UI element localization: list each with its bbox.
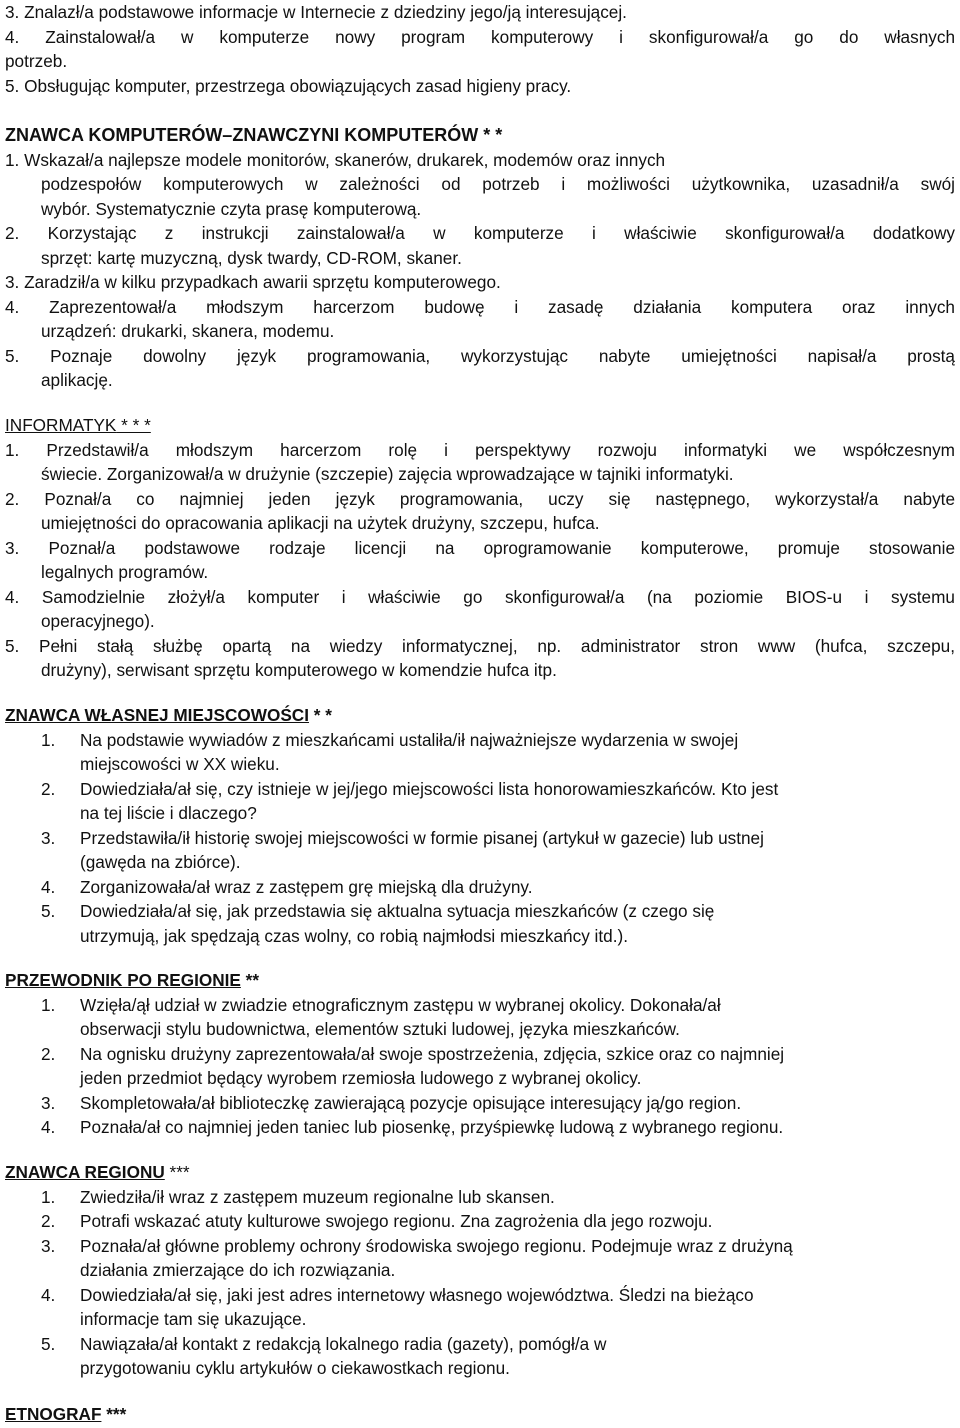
intro-item-5: 5. Obsługując komputer, przestrzega obowiązujących zasad higieny pracy. [5,76,572,96]
intro-item-4-cont: potrzeb. [5,51,68,71]
s2-line: umiejętności do opracowania aplikacji na użytek drużyny, szczepu, hufca. [41,513,600,533]
list-number: 5. [41,901,56,921]
list-item: działania zmierzające do ich rozwiązania. [80,1260,396,1280]
section-title-przewodnik [5,968,955,992]
section-title-text: ZNAWCA REGIONU [5,1162,165,1182]
list-item: Na podstawie wywiadów z mieszkańcami ustaliła/ił najważniejsze wydarzenia w swojej [80,730,739,750]
s1-line: 2. Korzystając z instrukcji zainstalował/a w komputerze i właściwie skonfigurował/a dodatkowy [5,223,955,243]
list-item: Zorganizowała/ał wraz z zastępem grę miejską dla drużyny. [80,877,533,897]
list-number: 2. [41,1211,56,1231]
list-number: 1. [41,1187,56,1207]
list-number: 3. [41,828,56,848]
section-stars: *** [101,1404,127,1424]
list-item: Skompletowała/ał biblioteczkę zawierającą pozycje opisujące interesujący ją/go region. [80,1093,742,1113]
list-item: Poznała/ał co najmniej jeden taniec lub piosenkę, przyśpiewkę ludową z wybranego regionu. [80,1117,784,1137]
section-stars: * * [308,705,332,725]
list-item: utrzymują, jak spędzają czas wolny, co robią najmłodsi mieszkańcy itd.). [80,926,628,946]
list-item: (gawęda na zbiórce). [80,852,241,872]
section-title-znawca-miejscowosci [5,703,955,727]
section-title-informatyk [5,413,955,437]
s1-line: sprzęt: kartę muzyczną, dysk twardy, CD-ROM, skaner. [41,248,462,268]
s2-line: 5. Pełni stałą służbę opartą na wiedzy informatycznej, np. administrator stron www (hufca, szczepu, [5,636,955,656]
s2-line: 2. Poznał/a co najmniej jeden język programowania, uczy się następnego, wykorzystał/a nabyte [5,489,955,509]
s1-line: 5. Poznaje dowolny język programowania, wykorzystując nabyte umiejętności napisał/a prostą [5,346,955,366]
section-title-etnograf [5,1402,955,1426]
s1-line: aplikację. [41,370,113,390]
section-stars: ** [240,970,260,990]
list-number: 3. [41,1093,56,1113]
list-item: informacje tam się ukazujące. [80,1309,307,1329]
s1-line: podzespołów komputerowych w zależności od potrzeb i możliwości użytkownika, uzasadnił/a swój [41,174,955,194]
list-number: 4. [41,1117,56,1137]
s1-line: 1. Wskazał/a najlepsze modele monitorów, skanerów, drukarek, modemów oraz innych [5,150,666,170]
list-item: Dowiedziała/ał się, jak przedstawia się aktualna sytuacja mieszkańców (z czego się [80,901,715,921]
list-item: Dowiedziała/ał się, czy istnieje w jej/jego miejscowości lista honorowamieszkańców. Kto jest [80,779,779,799]
list-item: miejscowości w XX wieku. [80,754,280,774]
list-item: Poznała/ał główne problemy ochrony środowiska swojego regionu. Podejmuje wraz z drużyną [80,1236,793,1256]
s1-line: 3. Zaradził/a w kilku przypadkach awarii sprzętu komputerowego. [5,272,501,292]
s1-line: 4. Zaprezentował/a młodszym harcerzom budowę i zasadę działania komputera oraz innych [5,297,955,317]
s2-line: 4. Samodzielnie złożył/a komputer i właściwie go skonfigurował/a (na poziomie BIOS-u i systemu [5,587,955,607]
section-title-text: ZNAWCA WŁASNEJ MIEJSCOWOŚCI [5,705,309,725]
list-item: jeden przedmiot będący wyrobem rzemiosła ludowego z wybranej okolicy. [80,1068,642,1088]
list-item: przygotowaniu cyklu artykułów o ciekawostkach regionu. [80,1358,510,1378]
list-number: 5. [41,1334,56,1354]
list-item: Dowiedziała/ał się, jaki jest adres internetowy własnego województwa. Śledzi na bieżąco [80,1285,754,1305]
list-item: Nawiązała/ał kontakt z redakcją lokalnego radia (gazety), pomógł/a w [80,1334,607,1354]
s2-line: drużyny), serwisant sprzętu komputerowego w komendzie hufca itp. [41,660,557,680]
list-item: Wzięła/ął udział w zwiadzie etnograficznym zastępu w wybranej okolicy. Dokonała/ał [80,995,721,1015]
section-title-text: ETNOGRAF [5,1404,102,1424]
intro-item-3: 3. Znalazł/a podstawowe informacje w Internecie z dziedziny jego/ją interesującej. [5,2,627,22]
list-item: obserwacji stylu budownictwa, elementów sztuki ludowej, języka mieszkańców. [80,1019,680,1039]
list-item: Zwiedziła/ił wraz z zastępem muzeum regionalne lub skansen. [80,1187,555,1207]
s2-line: świecie. Zorganizował/a w drużynie (szczepie) zajęcia wprowadzające w tajniki informatyki. [41,464,734,484]
intro-item-4: 4. Zainstalował/a w komputerze nowy program komputerowy i skonfigurował/a go do własnych [5,27,955,47]
section-title-text: INFORMATYK [5,415,117,435]
list-number: 3. [41,1236,56,1256]
list-number: 4. [41,1285,56,1305]
section-stars: * * * [116,415,151,435]
s2-line: legalnych programów. [41,562,209,582]
list-item: Potrafi wskazać atuty kulturowe swojego regionu. Zna zagrożenia dla jego rozwoju. [80,1211,713,1231]
list-number: 4. [41,877,56,897]
list-item: Na ognisku drużyny zaprezentowała/ał swoje spostrzeżenia, zdjęcia, szkice oraz co najmniej [80,1044,785,1064]
s2-line: 1. Przedstawił/a młodszym harcerzom rolę i perspektywy rozwoju informatyki we współczesnym [5,440,955,460]
list-item: Przedstawiła/ił historię swojej miejscowości w formie pisanej (artykuł w gazecie) lub ustnej [80,828,764,848]
s1-line: urządzeń: drukarki, skanera, modemu. [41,321,335,341]
list-item: na tej liście i dlaczego? [80,803,257,823]
list-number: 1. [41,995,56,1015]
s2-line: 3. Poznał/a podstawowe rodzaje licencji na oprogramowanie komputerowe, promuje stosowanie [5,538,955,558]
section-title-text: PRZEWODNIK PO REGIONIE [5,970,241,990]
list-number: 2. [41,779,56,799]
section-title-znawca-regionu [5,1160,955,1184]
s2-line: operacyjnego). [41,611,155,631]
section-title-znawca-komputerow: ZNAWCA KOMPUTERÓW–ZNAWCZYNI KOMPUTERÓW * * [5,125,503,145]
list-number: 2. [41,1044,56,1064]
section-stars: *** [164,1162,190,1182]
s1-line: wybór. Systematycznie czyta prasę komputerową. [41,199,422,219]
list-number: 1. [41,730,56,750]
